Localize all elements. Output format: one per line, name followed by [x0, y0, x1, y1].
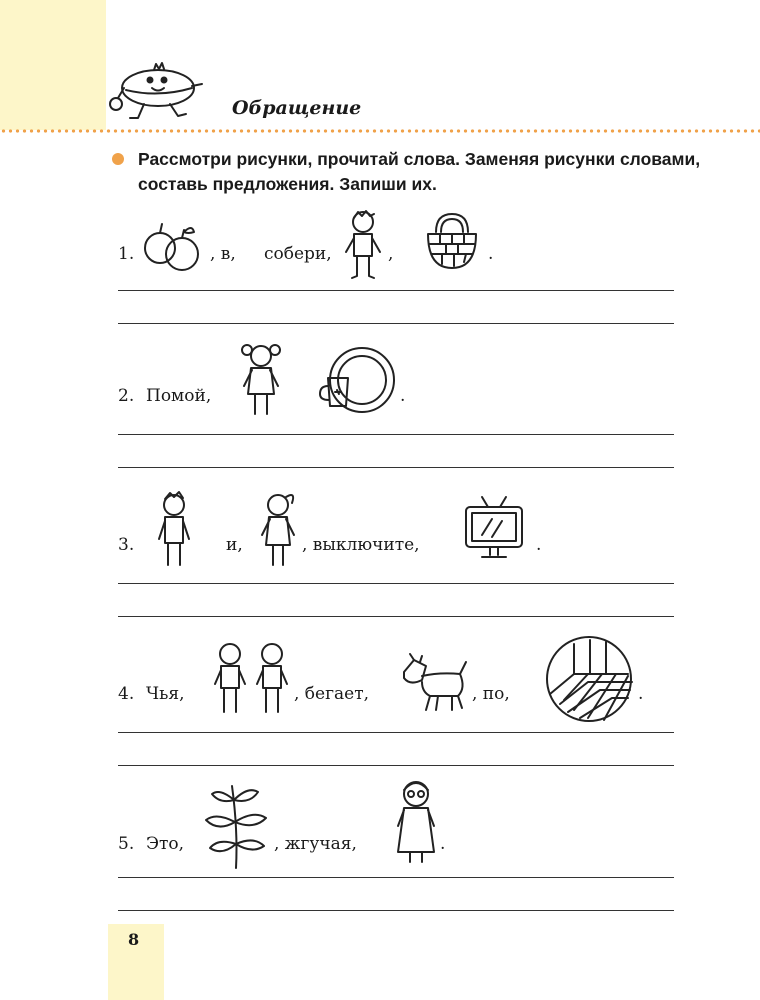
writing-line — [118, 434, 674, 435]
word: Чья, — [146, 684, 185, 704]
word: . — [488, 244, 494, 264]
writing-line — [118, 290, 674, 291]
exercise-number: 2. — [118, 386, 135, 406]
apples-icon — [140, 220, 206, 274]
word: . — [638, 684, 644, 704]
room-floor-icon — [544, 634, 634, 724]
word: , — [388, 244, 394, 264]
basket-icon — [424, 210, 480, 274]
word: . — [536, 535, 542, 555]
plate-cup-icon — [316, 346, 396, 418]
grandmother-icon — [392, 774, 440, 866]
word: собери, — [264, 244, 332, 264]
two-boys-icon — [210, 640, 294, 720]
girl-icon — [256, 489, 300, 571]
page-number: 8 — [128, 930, 140, 949]
boy-icon — [340, 208, 386, 282]
word: , жгучая, — [274, 834, 357, 854]
exercise-number: 4. — [118, 684, 135, 704]
exercise-number: 1. — [118, 244, 135, 264]
section-title: Обращение — [232, 97, 362, 119]
word: . — [440, 834, 446, 854]
writing-line — [118, 467, 674, 468]
mascot-icon — [108, 58, 208, 122]
exercise-number: 5. — [118, 834, 135, 854]
bullet-icon — [112, 153, 124, 165]
nettle-icon — [202, 780, 272, 872]
word: . — [400, 386, 406, 406]
word: , выключите, — [302, 535, 420, 555]
dotted-divider — [0, 128, 760, 134]
writing-line — [118, 765, 674, 766]
girl-icon — [234, 340, 288, 420]
writing-line — [118, 732, 674, 733]
task-instruction — [118, 147, 718, 197]
word: , в, — [210, 244, 236, 264]
word: , бегает, — [294, 684, 370, 704]
word: Помой, — [146, 386, 212, 406]
writing-line — [118, 323, 674, 324]
writing-line — [118, 616, 674, 617]
writing-line — [118, 583, 674, 584]
exercise-number: 3. — [118, 535, 135, 555]
dog-icon — [400, 652, 470, 716]
boy-icon — [154, 491, 194, 571]
word: Это, — [146, 834, 185, 854]
writing-line — [118, 910, 674, 911]
writing-line — [118, 877, 674, 878]
task-text: Рассмотри рисунки, прочитай слова. Заменяя рисунки словами, составь предложения. Запиши их. — [138, 149, 701, 194]
tv-icon — [462, 493, 526, 569]
margin-strip-top — [0, 0, 106, 130]
word: , по, — [472, 684, 510, 704]
word: и, — [226, 535, 243, 555]
